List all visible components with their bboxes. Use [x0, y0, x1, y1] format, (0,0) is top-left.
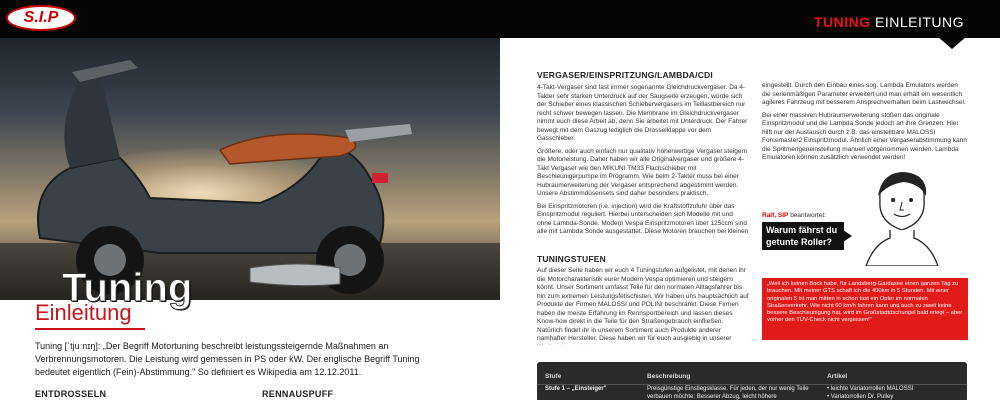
hero-title: Tuning: [62, 266, 193, 310]
subtitle-rule: [35, 328, 145, 330]
question-bubble: Warum fährst du getunte Roller?: [762, 222, 844, 250]
right-paragraph-1: eingestellt. Durch den Einbau eines sog. Lambda Emulators werden die serienmäßigen Parameter erweitert und man erhält ein wesentlich agileres Fahrzeug mit besserem Ansprechverhalten beim Lastwechsel.: [762, 82, 966, 106]
sip-logo: [6, 5, 76, 31]
vergaser-paragraph-1: 4-Takt-Vergaser sind fast immer sogenannte Gleichdruckvergaser. Da 4-Takter sehr starken Unterdruck auf der Saugseite erzeugen, würde sich der Schieber eines klassischen Schiebervergasers im Teillastbereich nur recht schwer bewegen lassen. Die Membrane im Gleichdruckvergaser nimmt euch diese Arbeit ab, denn Sie arbeitet mit Unterdruck. Der Fahrer bewegt mit dem Gaszug lediglich die Drosselklappe vor dem Gasschieber.: [537, 84, 748, 142]
tuning-table: [537, 362, 967, 400]
heading-entdrosseln: ENTDROSSELN: [35, 389, 107, 399]
right-paragraph-2: Bei einer massiven Hubraumerweiterung stoßen das originale Einspritzmodul und die Lambda Sonde jedoch an ihre Grenzen. Hier hilft nur der Austausch durch z.B. das einstellbare MALOSSI Forcemaster2 Einspritzmodul. Ähnlich einer Vergaserabstimmung kann die Spritmengeneinstellung manuell vorgenommen werden. Lambda Emulatoren können zusätzlich verwendet werden!: [762, 111, 967, 160]
scooter-photo: [0, 38, 500, 300]
table-separator: [537, 384, 967, 385]
table-header-beschreibung: Beschreibung: [647, 373, 691, 380]
table-cell-stufe: Stufe 1 – „Einsteiger": [545, 386, 607, 392]
scooter-illustration: [0, 38, 500, 300]
hero-subtitle: Einleitung: [35, 300, 132, 325]
heading-tuningstufen: TUNINGSTUFEN: [537, 254, 606, 264]
answer-quote: „Weil ich keinen Bock habe, für Landsberg-Gardasee einen ganzen Tag zu brauchen. Mit meiner GTS schaff ich die 400km in 5 Stunden. Mit einer originalen 5 ist man mitten in schon fast ein Opfer im normalen Straßenverkehr. Wie nicht 60 km/h fahren kann und auch zu zweit keine bessere Beschleunigung hat, wird im Großstadtdschungel bald erlegt – aber vorher den TÜV-Check nicht vergessen!": [762, 278, 968, 340]
interview-caption: [762, 212, 826, 219]
header-accent: TUNING: [813, 14, 871, 30]
table-cell-beschreibung: Preisgünstige Einstiegsklasse. Für jeden, der nur wenig Teile verbauen möchte: Besserer Abzug, leicht höhere: [647, 386, 809, 400]
right-column: [762, 82, 968, 160]
header-rest: EINLEITUNG: [874, 14, 964, 30]
vergaser-paragraph-2: Größere, oder auch einfach nur qualitativ höherwertige Vergaser steigern die Motorleistung. Daher haben wir alle Originalvergaser und größere 4-Takt Vergaser wie den MIKUNI TM33 Flachschieber mit Beschleunigerpumpe im Programm. Wie beim 2-Takter muss bei einer Hubraumerweiterung der Vergaser entsprechend abgestimmt werden. Unsere Abstimmdüsensets sind daher besonders praktisch.: [537, 147, 748, 197]
logo-text: S.I.P: [23, 9, 59, 26]
intro-text: Tuning [ˈtjuːnɪŋ]: „Der Begriff Motortuning beschreibt leistungssteigernde Maßnahmen an Verbrennungsmotoren. Die Leistung wird gemessen in PS oder kW. Der englische Begriff Tuning bedeutet eigentlich (Fein)-Abstimmung." So definiert es Wikipedia am 12.12.2011.: [35, 341, 420, 377]
interview-answered-label: beantwortet:: [790, 212, 826, 219]
table-header-artikel: Artikel: [827, 373, 848, 380]
heading-vergaser: VERGASER/EINSPRITZUNG/LAMBDA/CDI: [537, 70, 713, 80]
heading-rennauspuff: RENNAUSPUFF: [262, 389, 334, 399]
table-cell-artikel: • leichte Variatorrollen MALOSSI • Variatorrollen Dr. Pulley: [827, 386, 914, 400]
header-notch: [938, 37, 966, 49]
page-header: [814, 14, 964, 30]
table-header-stufe: Stufe: [545, 373, 562, 380]
person-sketch: [860, 170, 944, 266]
vergaser-column: [537, 84, 749, 236]
tuningstufen-text: Auf dieser Seite haben wir euch 4 Tuningstufen aufgelistet, mit denen ihr die Motorcharakteristik eurer Modern Vespa optimieren und steigern könnt. Unser Sortiment umfasst Teile für den normalen Alltagsfahrer bis hin zum extremen Leistungsfetischisten. Wir haben uns hauptsächlich auf Produkte der Firmen MALOSSI und POLINI beschränkt. Diese Firmen haben die meiste Erfahrung im Rennsportbereich und lassen dieses Know-how direkt in die Teile für den Straßengebrauch einfließen. Natürlich findet ihr in unserem Sortiment auch Produkte anderer namhafter Hersteller. Diese haben wir für euch ausgiebig in unserer: [537, 267, 749, 342]
interviewee-name: Ralf, SIP: [762, 212, 789, 219]
vergaser-paragraph-3: Bei Einspritzmotoren (i.e. injection) wird die Kraftstoffzufuhr über das Einspritzmodul reguliert. Hierbei unterscheiden sich Modelle mit und ohne Lambda-Sonde. Modern Vespa Einspritzmotoren über 125ccm sind alle mit Lambda Sonde ausgestattet. Diese Motoren brauchen bei kleinen: [537, 202, 749, 235]
